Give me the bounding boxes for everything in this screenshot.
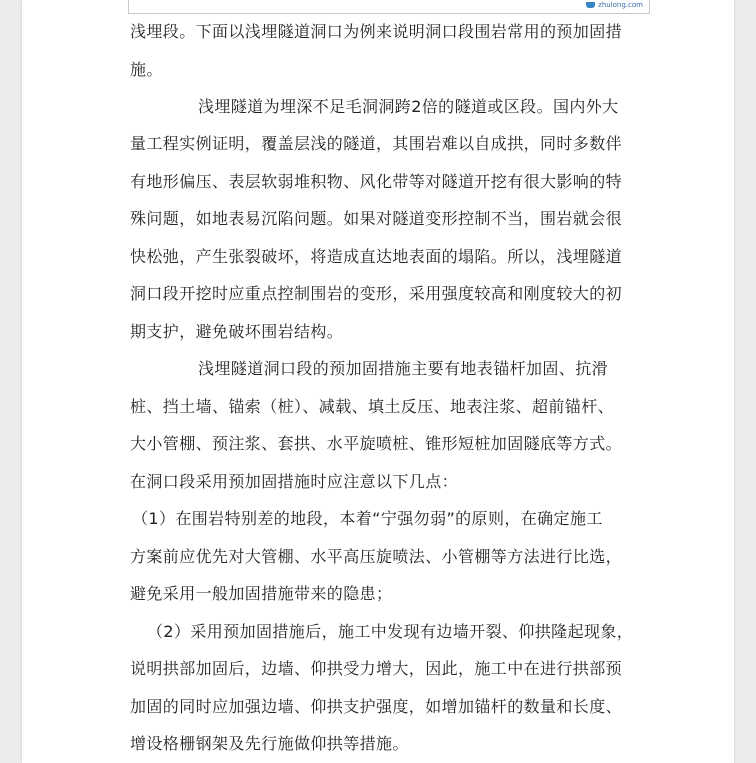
text-line: 施。: [130, 60, 163, 79]
watermark-text: zhulong.com: [598, 1, 643, 9]
text-line: 说明拱部加固后，边墙、仰拱受力增大，因此，施工中在进行拱部预: [130, 659, 623, 678]
text-line: 期支护，避免破坏围岩结构。: [130, 322, 344, 341]
text-line: 有地形偏压、表层软弱堆积物、风化带等对隧道开挖有很大影响的特: [130, 172, 623, 191]
text-line: 量工程实例证明，覆盖层浅的隧道，其围岩难以自成拱，同时多数伴: [130, 134, 623, 153]
text-line: 加固的同时应加强边墙、仰拱支护强度，如增加锚杆的数量和长度、: [130, 697, 623, 716]
text-line: 洞口段开挖时应重点控制围岩的变形，采用强度较高和刚度较大的初: [130, 284, 623, 303]
text-line: 殊问题，如地表易沉陷问题。如果对隧道变形控制不当，围岩就会很: [130, 209, 623, 228]
text-line: 快松弛，产生张裂破坏，将造成直达地表面的塌陷。所以，浅埋隧道: [130, 247, 623, 266]
watermark-logo-icon: [586, 2, 595, 8]
text-line: 方案前应优先对大管棚、水平高压旋喷法、小管棚等方法进行比选，: [130, 547, 623, 566]
embedded-image-bottom: [128, 0, 650, 14]
paragraph-start: 浅埋隧道洞口段的预加固措施主要有地表锚杆加固、抗滑: [198, 359, 609, 378]
text-line: 大小管棚、预注浆、套拱、水平旋喷桩、锥形短桩加固隧底等方式。: [130, 434, 623, 453]
watermark: [586, 0, 643, 10]
paragraph-start: 浅埋隧道为埋深不足毛洞洞跨2倍的隧道或区段。国内外大: [198, 97, 619, 116]
text-line: 桩、挡土墙、锚索（桩）、减载、填土反压、地表注浆、超前锚杆、: [130, 397, 615, 416]
text-line: 避免采用一般加固措施带来的隐患；: [130, 584, 393, 603]
text-line: 在洞口段采用预加固措施时应注意以下几点：: [130, 472, 459, 491]
text-line: 浅埋段。下面以浅埋隧道洞口为例来说明洞口段围岩常用的预加固措: [130, 22, 623, 41]
text-line: 增设格栅钢架及先行施做仰拱等措施。: [130, 734, 409, 753]
list-item-2: （2）采用预加固措施后，施工中发现有边墙开裂、仰拱隆起现象，: [147, 622, 634, 641]
list-item-1: （1）在围岩特别差的地段，本着“宁强勿弱”的原则，在确定施工: [132, 509, 603, 528]
document-page: [22, 0, 734, 763]
